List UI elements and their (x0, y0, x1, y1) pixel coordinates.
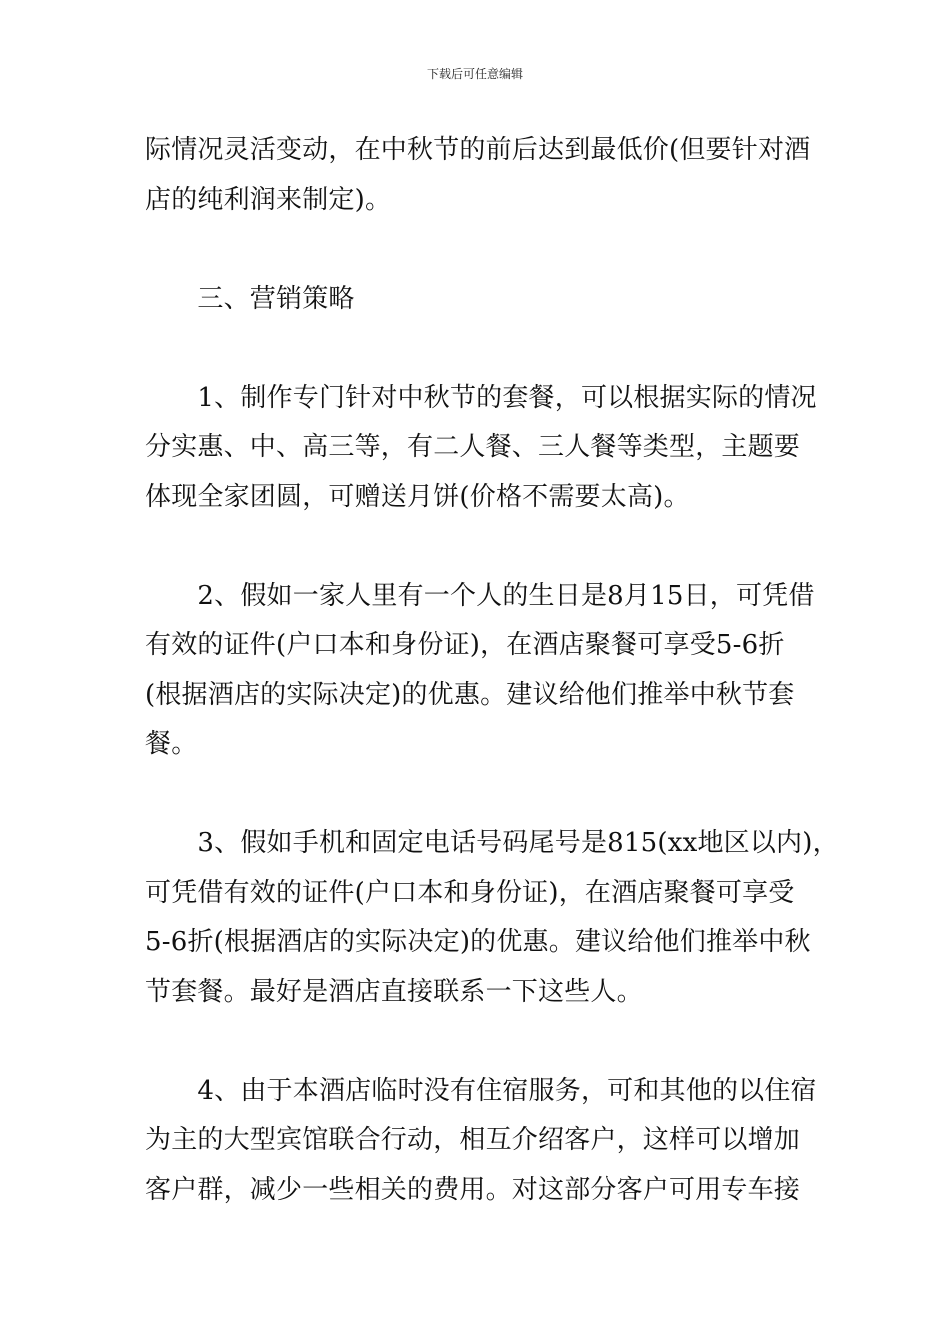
paragraph-line: 1、制作专门针对中秋节的套餐，可以根据实际的情况 (145, 382, 817, 413)
page-header: 下载后可任意编辑 (426, 67, 523, 81)
paragraph-strategy-1 (145, 374, 817, 523)
paragraph-gap (145, 1017, 810, 1067)
paragraph-line: 为主的大型宾馆联合行动，相互介绍客户，这样可以增加 (145, 1125, 801, 1155)
paragraph-line: 分实惠、中、高三等，有二人餐、三人餐等类型，主题要 (145, 432, 801, 462)
paragraph-line: (根据酒店的实际决定)的优惠。建议给他们推举中秋节套 (145, 679, 795, 710)
paragraph-gap (145, 770, 810, 820)
paragraph-line: 3、假如手机和固定电话号码尾号是815(xx地区以内)， (145, 828, 839, 858)
document-body (145, 126, 839, 1215)
paragraph-line: 可凭借有效的证件(户口本和身份证)，在酒店聚餐可享受 (145, 877, 795, 908)
paragraph-line: 有效的证件(户口本和身份证)，在酒店聚餐可享受5-6折 (145, 630, 785, 660)
section-heading-text: 三、营销策略 (145, 283, 355, 314)
paragraph-line: 2、假如一家人里有一个人的生日是8月15日，可凭借 (145, 580, 815, 611)
paragraph-line: 5-6折(根据酒店的实际决定)的优惠。建议给他们推举中秋 (145, 927, 811, 957)
paragraph-strategy-4 (145, 1067, 817, 1216)
section-heading-marketing-strategy (145, 275, 810, 325)
paragraph-line: 节套餐。最好是酒店直接联系一下这些人。 (145, 976, 643, 1007)
paragraph-line: 店的纯利润来制定)。 (145, 184, 392, 215)
paragraph-strategy-3 (145, 819, 839, 1017)
paragraph-line: 餐。 (145, 729, 198, 759)
paragraph-pricing-continued (145, 126, 810, 225)
paragraph-gap (145, 225, 810, 275)
paragraph-gap (145, 324, 810, 374)
paragraph-line: 客户群，减少一些相关的费用。对这部分客户可用专车接 (145, 1174, 801, 1205)
paragraph-line: 体现全家团圆，可赠送月饼(价格不需要太高)。 (145, 481, 690, 512)
paragraph-strategy-2 (145, 572, 815, 770)
paragraph-gap (145, 522, 810, 572)
paragraph-line: 际情况灵活变动，在中秋节的前后达到最低价(但要针对酒 (145, 135, 811, 165)
paragraph-line: 4、由于本酒店临时没有住宿服务，可和其他的以住宿 (145, 1075, 817, 1106)
